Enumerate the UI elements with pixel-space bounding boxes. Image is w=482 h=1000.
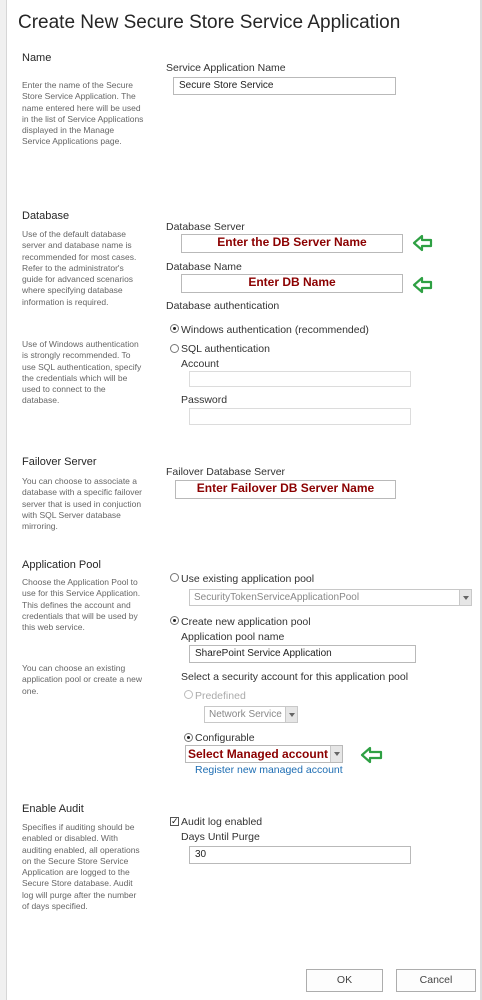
days-until-purge-label: Days Until Purge xyxy=(181,831,260,843)
green-left-arrow-icon xyxy=(412,234,434,252)
use-existing-pool-radio[interactable] xyxy=(170,573,179,582)
predefined-radio[interactable] xyxy=(184,690,193,699)
dialog-title: Create New Secure Store Service Application xyxy=(18,12,401,33)
create-new-pool-label: Create new application pool xyxy=(181,616,311,628)
failover-section-description: You can choose to associate a database with a specific failover server that is used in conjuction with SQL Server database mirroring. xyxy=(22,476,143,532)
sql-auth-radio[interactable] xyxy=(170,344,179,353)
managed-account-select[interactable] xyxy=(185,745,343,763)
create-new-pool-radio[interactable] xyxy=(170,616,179,625)
predefined-label: Predefined xyxy=(195,690,246,702)
chevron-down-icon[interactable] xyxy=(459,590,471,605)
database-auth-label: Database authentication xyxy=(166,300,280,312)
managed-account-select-value: Select Managed account xyxy=(188,747,329,761)
app-pool-section-description: Choose the Application Pool to use for this Service Application. This defines the account and credentials that will be used by this web service. xyxy=(22,577,141,633)
failover-section-heading: Failover Server xyxy=(22,456,97,468)
database-auth-description: Use of Windows authentication is strongly recommended. To use SQL authentication, specify the credentials which will be used to connect to the database. xyxy=(22,339,142,406)
chevron-down-icon[interactable] xyxy=(285,707,297,722)
audit-section-heading: Enable Audit xyxy=(22,803,84,815)
days-until-purge-input[interactable]: 30 xyxy=(189,846,411,864)
failover-server-input[interactable]: Enter Failover DB Server Name xyxy=(175,480,396,499)
audit-enabled-label: Audit log enabled xyxy=(181,816,263,828)
service-app-name-label: Service Application Name xyxy=(166,62,286,74)
green-left-arrow-icon xyxy=(360,746,384,764)
database-section-heading: Database xyxy=(22,210,70,222)
predefined-account-select[interactable] xyxy=(204,706,298,723)
chevron-down-icon[interactable] xyxy=(330,746,342,762)
password-label: Password xyxy=(181,394,228,406)
name-section-heading: Name xyxy=(22,52,52,64)
app-pool-section-heading: Application Pool xyxy=(22,559,101,571)
account-label: Account xyxy=(181,358,219,370)
database-name-input[interactable]: Enter DB Name xyxy=(181,274,403,293)
pool-name-input[interactable]: SharePoint Service Application xyxy=(189,645,416,663)
service-app-name-input[interactable]: Secure Store Service xyxy=(173,77,396,95)
cancel-button[interactable]: Cancel xyxy=(396,969,476,992)
database-server-label: Database Server xyxy=(166,221,245,233)
audit-enabled-checkbox[interactable]: ✓ xyxy=(171,816,179,826)
register-managed-account-link[interactable]: Register new managed account xyxy=(195,764,343,776)
configurable-radio[interactable] xyxy=(184,733,193,742)
name-section-description: Enter the name of the Secure Store Service Application. The name entered here will be used in the list of Service Applications displayed in the Manage Service Applications page. xyxy=(22,80,144,147)
predefined-account-value: Network Service xyxy=(209,709,282,720)
green-left-arrow-icon xyxy=(412,276,434,294)
account-input[interactable] xyxy=(189,371,411,387)
password-input[interactable] xyxy=(189,408,411,425)
audit-section-description: Specifies if auditing should be enabled or disabled. With auditing enabled, all operations on the Secure Store Service Application are logged to the Secure Store database. Audit log will purge after the number of days specified. xyxy=(22,822,140,912)
ok-button[interactable]: OK xyxy=(306,969,383,992)
database-name-label: Database Name xyxy=(166,261,242,273)
sql-auth-label: SQL authentication xyxy=(181,343,270,355)
dialog-left-border xyxy=(0,0,7,1000)
windows-auth-label: Windows authentication (recommended) xyxy=(181,324,369,336)
existing-pool-select-value: SecurityTokenServiceApplicationPool xyxy=(194,592,360,603)
app-pool-section-description-2: You can choose an existing application pool or create a new one. xyxy=(22,663,143,696)
database-server-input[interactable]: Enter the DB Server Name xyxy=(181,234,403,253)
existing-pool-select[interactable] xyxy=(189,589,472,606)
configurable-label: Configurable xyxy=(195,732,255,744)
security-account-label: Select a security account for this application pool xyxy=(181,671,409,683)
windows-auth-radio[interactable] xyxy=(170,324,179,333)
database-section-description: Use of the default database server and database name is recommended for most cases. Refer to the administrator's guide for advanced scenarios where specifying database information is required. xyxy=(22,229,137,307)
use-existing-pool-label: Use existing application pool xyxy=(181,573,315,585)
pool-name-label: Application pool name xyxy=(181,631,285,643)
failover-server-label: Failover Database Server xyxy=(166,466,286,478)
